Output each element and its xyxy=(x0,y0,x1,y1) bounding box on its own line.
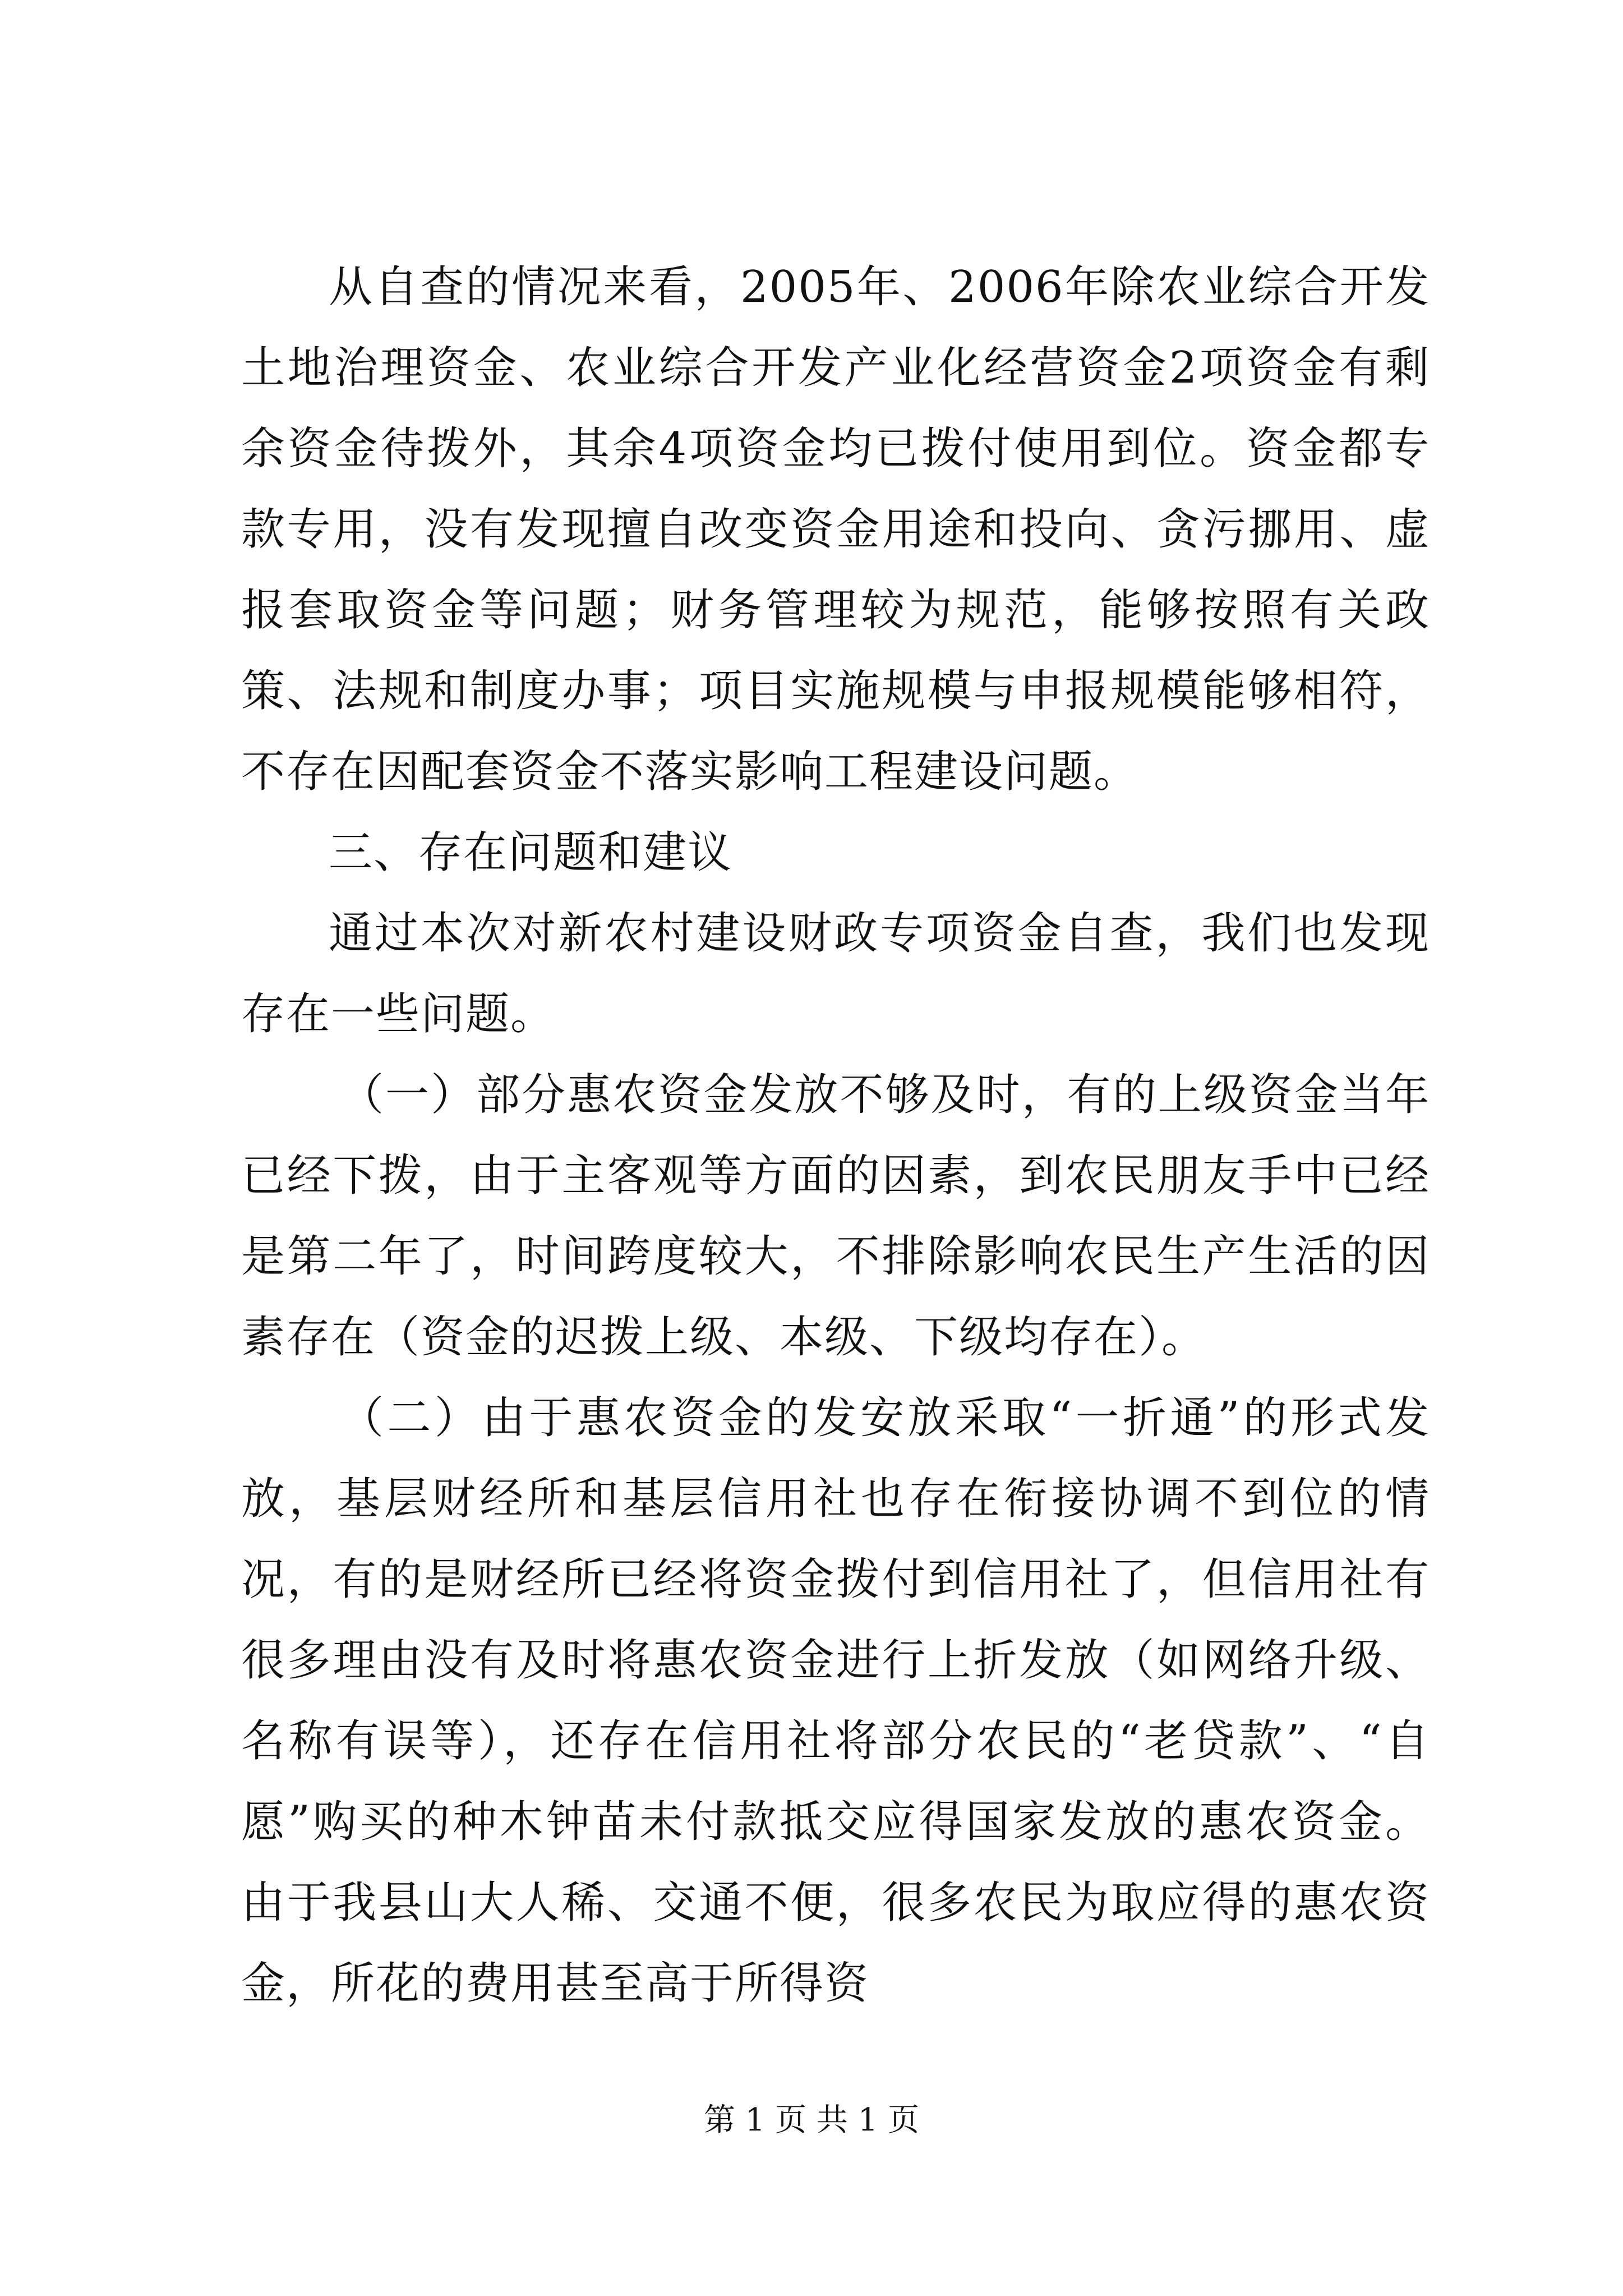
paragraph-problems-intro: 通过本次对新农村建设财政专项资金自查，我们也发现存在一些问题。 xyxy=(241,908,1430,1039)
paragraph-self-check-summary: 从自查的情况来看，2005年、2006年除农业综合开发土地治理资金、农业综合开发产业化经营资金2项资金有剩余资金待拨外，其余4项资金均已拨付使用到位。资金都专款专用，没有发现擅自改变资金用途和投向、贪污挪用、虚报套取资金等问题；财务管理较为规范，能够按照有关政策、法规和制度办事；项目实施规模与申报规模能够相符，不存在因配套资金不落实影响工程建设问题。 xyxy=(241,262,1430,797)
document-body xyxy=(241,247,1430,2024)
paragraph-issue-two: （二）由于惠农资金的发安放采取“一折通”的形式发放，基层财经所和基层信用社也存在衔接协调不到位的情况，有的是财经所已经将资金拨付到信用社了，但信用社有很多理由没有及时将惠农资金进行上折发放（如网络升级、名称有误等），还存在信用社将部分农民的“老贷款”、“自愿”购买的种木钟苗未付款抵交应得国家发放的惠农资金。由于我县山大人稀、交通不便，很多农民为取应得的惠农资金，所花的费用甚至高于所得资 xyxy=(241,1393,1430,2009)
paragraph-issue-one: （一）部分惠农资金发放不够及时，有的上级资金当年已经下拨，由于主客观等方面的因素，到农民朋友手中已经是第二年了，时间跨度较大，不排除影响农民生产生活的因素存在（资金的迟拨上级、本级、下级均存在）。 xyxy=(241,1070,1430,1363)
section-heading-problems: 三、存在问题和建议 xyxy=(329,827,733,878)
page-footer: 第 1 页 共 1 页 xyxy=(703,2102,920,2138)
